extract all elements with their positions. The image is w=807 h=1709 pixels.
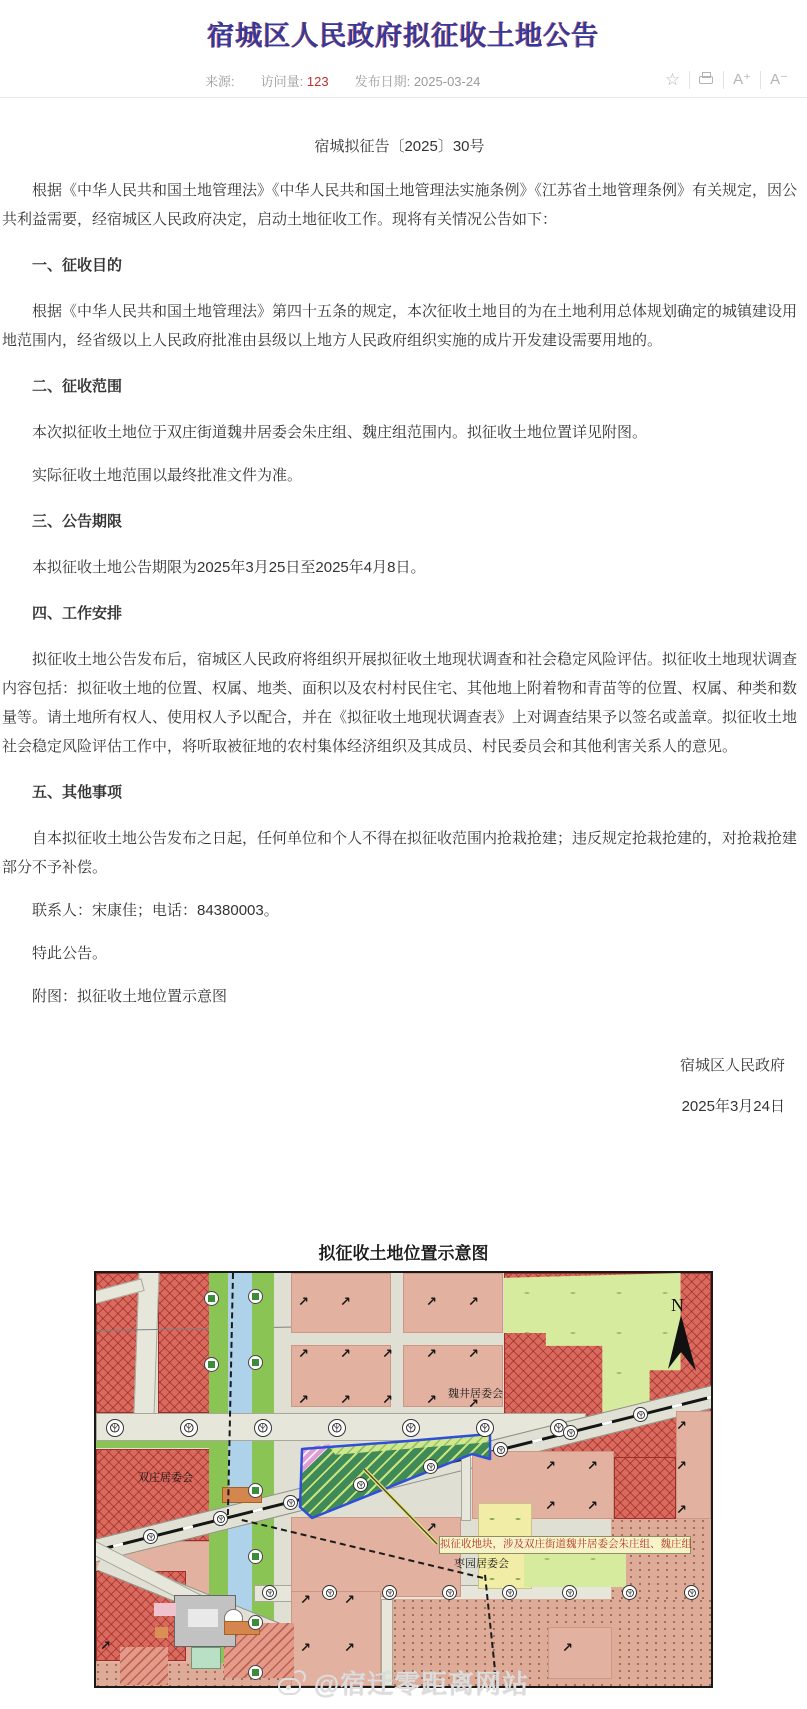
map-image bbox=[94, 1271, 713, 1688]
land-use-arrow-icon bbox=[100, 1639, 111, 1652]
roadside-tree-icon bbox=[563, 1425, 578, 1440]
roadside-tree-icon bbox=[254, 1419, 272, 1437]
section-2-paragraph: 实际征收土地范围以最终批准文件为准。 bbox=[32, 467, 303, 484]
land-use-arrow-icon bbox=[340, 1393, 351, 1406]
signature-org: 宿城区人民政府 bbox=[679, 1057, 785, 1074]
roadside-tree-icon bbox=[382, 1585, 397, 1600]
roadside-tree-icon bbox=[442, 1585, 457, 1600]
section-1-paragraph: 根据《中华人民共和国土地管理法》第四十五条的规定，本次征收土地目的为在土地利用总体规划确定的城镇建设用地范围内，经省级以上人民政府批准由县级以上地方人民政府组织实施的成片开发建设需要用地的。 bbox=[2, 303, 798, 349]
meta-visits-label: 访问量: bbox=[260, 73, 304, 89]
tree-icon bbox=[248, 1615, 263, 1630]
parcel-callout: 拟征收地块，涉及双庄街道魏井居委会朱庄组、魏庄组 bbox=[439, 1536, 691, 1554]
land-use-arrow-icon bbox=[468, 1347, 479, 1360]
section-4-heading: 四、工作安排 bbox=[32, 605, 123, 622]
font-decrease-button[interactable]: A⁻ bbox=[770, 71, 788, 88]
watermark-text: @宿迁零距离网站 bbox=[313, 1669, 530, 1699]
land-use-arrow-icon bbox=[340, 1295, 351, 1308]
meta-date-label: 发布日期: bbox=[354, 73, 411, 89]
roadside-tree-icon bbox=[106, 1419, 124, 1437]
signature-block bbox=[2, 1051, 797, 1121]
meta-info bbox=[205, 71, 498, 90]
meta-date bbox=[355, 71, 481, 90]
land-use-arrow-icon bbox=[562, 1641, 573, 1654]
land-use-arrow-icon bbox=[676, 1503, 687, 1516]
land-use-arrow-icon bbox=[298, 1295, 309, 1308]
land-use-arrow-icon bbox=[468, 1295, 479, 1308]
meta-tools bbox=[656, 71, 797, 89]
printer-icon bbox=[699, 72, 714, 85]
land-use-arrow-icon bbox=[676, 1419, 687, 1432]
section-3-heading: 三、公告期限 bbox=[32, 513, 123, 530]
label-weijing: 魏井居委会 bbox=[448, 1388, 503, 1400]
section-5-paragraph: 特此公告。 bbox=[32, 945, 108, 962]
land-use-arrow-icon bbox=[298, 1347, 309, 1360]
roadside-tree-icon bbox=[622, 1585, 637, 1600]
tree-icon bbox=[204, 1291, 219, 1306]
tree-icon bbox=[248, 1289, 263, 1304]
map-section bbox=[0, 1239, 807, 1709]
print-button[interactable] bbox=[690, 71, 724, 89]
signature-date: 2025年3月24日 bbox=[681, 1098, 785, 1115]
section-4-paragraph: 拟征收土地公告发布后，宿城区人民政府将组织开展拟征收土地现状调查和社会稳定风险评估。拟征收土地现状调查内容包括：拟征收土地的位置、权属、地类、面积以及农村村民住宅、其他地上附着物和青苗等的位置、权属、种类和数量等。请土地所有权人、使用权人予以配合，并在《拟征收土地现状调查表》上对调查结果予以签名或盖章。拟征收土地社会稳定风险评估工作中，将听取被征地的农村集体经济组织及其成员、村民委员会和其他利害关系人的意见。 bbox=[2, 651, 798, 755]
section-2-heading: 二、征收范围 bbox=[32, 378, 123, 395]
section-5-heading: 五、其他事项 bbox=[32, 784, 123, 801]
roadside-tree-icon bbox=[213, 1511, 228, 1526]
land-use-arrow-icon bbox=[300, 1593, 311, 1606]
land-use-arrow-icon bbox=[426, 1347, 437, 1360]
roadside-tree-icon bbox=[476, 1419, 494, 1437]
roadside-tree-icon bbox=[684, 1585, 699, 1600]
orange-patch bbox=[155, 1627, 168, 1638]
section-5-paragraph: 自本拟征收土地公告发布之日起，任何单位和个人不得在拟征收范围内抢栽抢建；违反规定抢栽抢建的，对抢栽抢建部分不予补偿。 bbox=[2, 830, 798, 876]
residential-block bbox=[614, 1457, 676, 1519]
announcement-body bbox=[0, 98, 807, 1121]
roadside-tree-icon bbox=[502, 1585, 517, 1600]
section-2-paragraph: 本次拟征收土地位于双庄街道魏井居委会朱庄组、魏庄组范围内。拟征收土地位置详见附图。 bbox=[32, 424, 648, 441]
meta-visits-value: 123 bbox=[306, 73, 329, 89]
land-use-arrow-icon bbox=[426, 1393, 437, 1406]
village-block bbox=[403, 1273, 503, 1333]
land-use-arrow-icon bbox=[676, 1459, 687, 1472]
label-shuangzhuang: 双庄居委会 bbox=[138, 1472, 193, 1484]
favorite-star-icon[interactable]: ☆ bbox=[656, 71, 690, 89]
tree-icon bbox=[204, 1357, 219, 1372]
tree-icon bbox=[248, 1549, 263, 1564]
section-1-heading: 一、征收目的 bbox=[32, 257, 123, 274]
roadside-tree-icon bbox=[562, 1585, 577, 1600]
land-use-arrow-icon bbox=[426, 1295, 437, 1308]
meta-source-label: 来源: bbox=[205, 73, 235, 89]
road bbox=[461, 1451, 471, 1521]
roadside-tree-icon bbox=[423, 1459, 438, 1474]
roadside-tree-icon bbox=[262, 1585, 277, 1600]
intro-paragraph: 根据《中华人民共和国土地管理法》《中华人民共和国土地管理法实施条例》《江苏省土地管理条例》有关规定，因公共利益需要，经宿城区人民政府决定，启动土地征收工作。现将有关情况公告如下： bbox=[2, 182, 798, 228]
map-title: 拟征收土地位置示意图 bbox=[318, 1244, 489, 1263]
land-use-arrow-icon bbox=[298, 1393, 309, 1406]
land-use-arrow-icon bbox=[468, 1397, 479, 1410]
roadside-tree-icon bbox=[180, 1419, 198, 1437]
north-label: N bbox=[671, 1295, 684, 1315]
land-use-arrow-icon bbox=[545, 1499, 556, 1512]
font-increase-button[interactable]: A⁺ bbox=[724, 71, 761, 89]
meta-bar bbox=[0, 63, 807, 98]
section-3-paragraph: 本拟征收土地公告期限为2025年3月25日至2025年4月8日。 bbox=[32, 559, 426, 576]
weibo-icon bbox=[278, 1670, 308, 1696]
roadside-tree-icon bbox=[283, 1495, 298, 1510]
roadside-tree-icon bbox=[322, 1585, 337, 1600]
land-use-arrow-icon bbox=[340, 1347, 351, 1360]
land-use-arrow-icon bbox=[545, 1459, 556, 1472]
road bbox=[133, 1271, 159, 1419]
land-use-arrow-icon bbox=[382, 1393, 393, 1406]
land-use-arrow-icon bbox=[344, 1641, 355, 1654]
roadside-tree-icon bbox=[143, 1529, 158, 1544]
roadside-tree-icon bbox=[402, 1419, 420, 1437]
building-court bbox=[188, 1609, 218, 1627]
roadside-tree-icon bbox=[493, 1442, 508, 1457]
tree-icon bbox=[248, 1483, 263, 1498]
tree-icon bbox=[248, 1355, 263, 1370]
land-use-arrow-icon bbox=[300, 1641, 311, 1654]
land-use-arrow-icon bbox=[426, 1521, 437, 1534]
residential-block bbox=[158, 1273, 211, 1413]
meta-visits bbox=[261, 71, 329, 90]
roadside-tree-icon bbox=[328, 1419, 346, 1437]
pink-patch bbox=[154, 1603, 176, 1616]
land-use-arrow-icon bbox=[344, 1593, 355, 1606]
land-use-arrow-icon bbox=[587, 1459, 598, 1472]
roadside-tree-icon bbox=[633, 1407, 648, 1422]
watermark bbox=[0, 1664, 807, 1709]
section-5-paragraph: 联系人：宋康佳；电话：84380003。 bbox=[32, 902, 279, 919]
section-5-paragraph: 附图：拟征收土地位置示意图 bbox=[32, 988, 228, 1005]
page-title: 宿城区人民政府拟征收土地公告 bbox=[207, 21, 600, 51]
meta-date-value: 2025-03-24 bbox=[413, 73, 481, 89]
land-use-arrow-icon bbox=[587, 1499, 598, 1512]
label-zaoyuan: 枣园居委会 bbox=[454, 1558, 509, 1570]
doc-number: 宿城拟征告〔2025〕30号 bbox=[314, 138, 485, 155]
greenbelt bbox=[96, 1441, 211, 1448]
land-use-arrow-icon bbox=[382, 1347, 393, 1360]
